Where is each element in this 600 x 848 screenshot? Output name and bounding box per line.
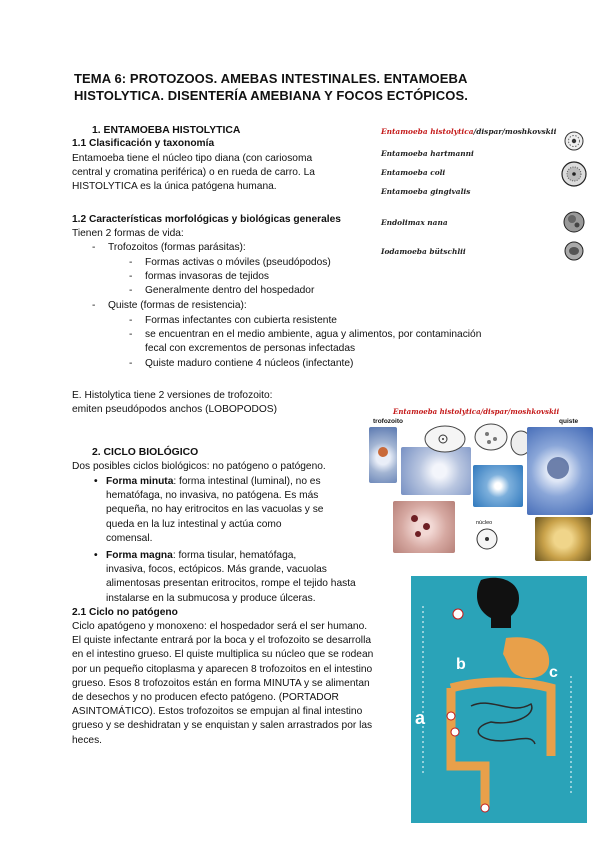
section-1-1-heading: 1.1 Clasificación y taxonomía [72, 138, 215, 149]
life-cycle-diagram [411, 576, 587, 823]
text-line: ASINTOMÁTICO). Estos trofozoitos se empujan al final intestino [72, 706, 363, 718]
forma-minuta-label: Forma minuta [106, 476, 174, 487]
text-line: El quiste infectante entrará por la boca y el trofozoito se desarrolla [72, 635, 371, 647]
trophozoite-note [72, 389, 372, 417]
species-item: Entamoeba coli [381, 168, 446, 177]
microscopy-panel [363, 405, 595, 565]
trophozoite-subitems [145, 256, 565, 299]
list-item: fecal con excrementos de personas infectadas [145, 343, 356, 355]
text-line: por un pequeño citoplasma y aparecen 8 trofozoitos en el intestino [72, 663, 373, 675]
text-line: central y cromatina periférica) o en rueda de carro. La [72, 167, 315, 179]
cyst-iodine-photo [535, 517, 591, 561]
cyst-subitems [145, 314, 565, 371]
inclusion-dot [378, 447, 388, 457]
forma-minuta-item [106, 475, 366, 546]
trophozoite-caption: trofozoito [373, 418, 403, 425]
cyst-item [108, 299, 247, 313]
cyst-caption: quiste [559, 418, 579, 425]
section-2-1-heading: 2.1 Ciclo no patógeno [72, 607, 178, 618]
species-name-suffix: /dispar/moshkovskii [473, 127, 557, 136]
trophozoite-marker-icon [447, 712, 455, 720]
diagram-label-c: c [549, 664, 558, 681]
trophozoite-marker-icon [451, 728, 459, 736]
page-title: TEMA 6: PROTOZOOS. AMEBAS INTESTINALES. ENTAMOEBA HISTOLYTICA. DISENTERÍA AMEBIANA Y FOCOS ECTÓPICOS. [74, 71, 468, 103]
list-item: se encuentran en el medio ambiente, agua y alimentos, por contaminación [145, 329, 482, 341]
species-item: Entamoeba hartmanni [381, 149, 474, 158]
cyst-exit-marker-icon [481, 804, 489, 812]
text-line: pequeña, no hay eritrocitos en las vacuolas y se [106, 504, 324, 516]
text-line: alimentosas presentan eritrocitos, rompe el tejido hasta [106, 578, 356, 590]
trophozoite-item [108, 241, 246, 255]
erythrocyte-dot [415, 531, 421, 537]
species-name-red: Entamoeba histolytica [381, 127, 474, 136]
text-line: queda en la luz intestinal y actúa como [106, 518, 282, 530]
species-item: Iodamoeba bütschlii [381, 247, 466, 256]
trophozoite-sketches [423, 419, 533, 461]
text-line: emiten pseudópodos anchos (LOBOPODOS) [72, 404, 277, 416]
colon-transverse [451, 682, 551, 756]
text-line: grueso. Esos 8 trofozoitos están en forma MINUTA y se alimentan [72, 677, 370, 689]
stomach-shape [503, 637, 549, 678]
text-line: comensal. [106, 532, 153, 544]
cyst-marker-icon [453, 609, 463, 619]
text-line: hematófaga, no invasiva, no patógena. Es más [106, 490, 319, 502]
panel-title: Entamoeba histolytica/dispar/moshkovskii [393, 407, 560, 416]
text-line: de desechos y no producen efecto patógeno. (PORTADOR [72, 692, 339, 704]
erythrocyte-dot [411, 515, 418, 522]
trophozoite-label: Trofozoitos (formas parásitas): [108, 242, 246, 253]
section-1-1-paragraph [72, 152, 372, 195]
text-line: Ciclo apatógeno y monoxeno: el hospedador será el ser humano. [72, 621, 368, 632]
erythrocyte-dot [423, 523, 430, 530]
text-line: heces. [72, 734, 103, 746]
text-line: : forma intestinal (luminal), no es [173, 476, 321, 487]
life-cycle-illustration [411, 576, 587, 823]
species-e-histolytica [381, 127, 556, 136]
text-line: instalarse en la submucosa y produce úlceras. [106, 592, 316, 604]
text-line: grueso y se deshidratan y se enquistan y salen arrastrados por las [72, 720, 373, 732]
forma-magna-item [106, 549, 386, 606]
head-silhouette [477, 578, 519, 628]
text-line: E. Histolytica tiene 2 versiones de trofozoito: [72, 390, 273, 401]
text-line: HISTOLYTICA es la única patógena humana. [72, 181, 277, 193]
section-2-heading: 2. CICLO BIOLÓGICO [92, 447, 199, 458]
species-item: Entamoeba gingivalis [381, 187, 471, 196]
text-line: : forma tisular, hematófaga, [172, 550, 297, 561]
cyst-label: Quiste (formas de resistencia): [108, 300, 247, 311]
nucleus-sketch-icon [475, 527, 499, 551]
magna-photo [393, 501, 455, 553]
cyst-photo [527, 427, 593, 515]
list-item: Formas infectantes con cubierta resistente [145, 315, 337, 326]
list-item: Generalmente dentro del hospedador [145, 285, 315, 297]
diagram-label-b: b [456, 656, 466, 673]
species-cell-drawings [555, 128, 595, 263]
life-forms-intro: Tienen 2 formas de vida: [72, 228, 184, 239]
cell-drawing-icon [565, 132, 583, 150]
forma-magna-label: Forma magna [106, 550, 173, 561]
text-line: invasiva, focos, ectópicos. Más grande, vacuolas [106, 564, 327, 576]
diagram-label-a: a [415, 708, 426, 728]
cell-drawing-icon [565, 242, 583, 260]
cyst-nucleus [547, 457, 569, 479]
cycle-intro: Dos posibles ciclos biológicos: no patógeno o patógeno. [72, 461, 326, 472]
cyst-photo-2 [473, 465, 523, 507]
text-line: en el intestino grueso. El quiste multiplica su núcleo que se rodean [72, 649, 374, 661]
section-1-2-heading: 1.2 Características morfológicas y biológicas generales [72, 214, 341, 225]
list-item: formas invasoras de tejidos [145, 271, 270, 283]
nucleus-caption: núcleo [476, 520, 493, 526]
section-1-heading: 1. ENTAMOEBA HISTOLYTICA [92, 125, 241, 136]
trophozoite-photo [369, 427, 397, 483]
text-line: Entamoeba tiene el núcleo tipo diana (con cariosoma [72, 153, 313, 164]
colon-descending [451, 688, 485, 808]
cell-drawing-icon [564, 212, 584, 232]
species-item: Endolimax nana [381, 218, 448, 227]
list-item: Formas activas o móviles (pseudópodos) [145, 257, 331, 268]
section-2-1-paragraph [72, 620, 407, 748]
list-item: Quiste maduro contiene 4 núcleos (infectante) [145, 357, 354, 369]
cell-drawing-icon [562, 162, 586, 186]
small-intestine [471, 703, 535, 744]
